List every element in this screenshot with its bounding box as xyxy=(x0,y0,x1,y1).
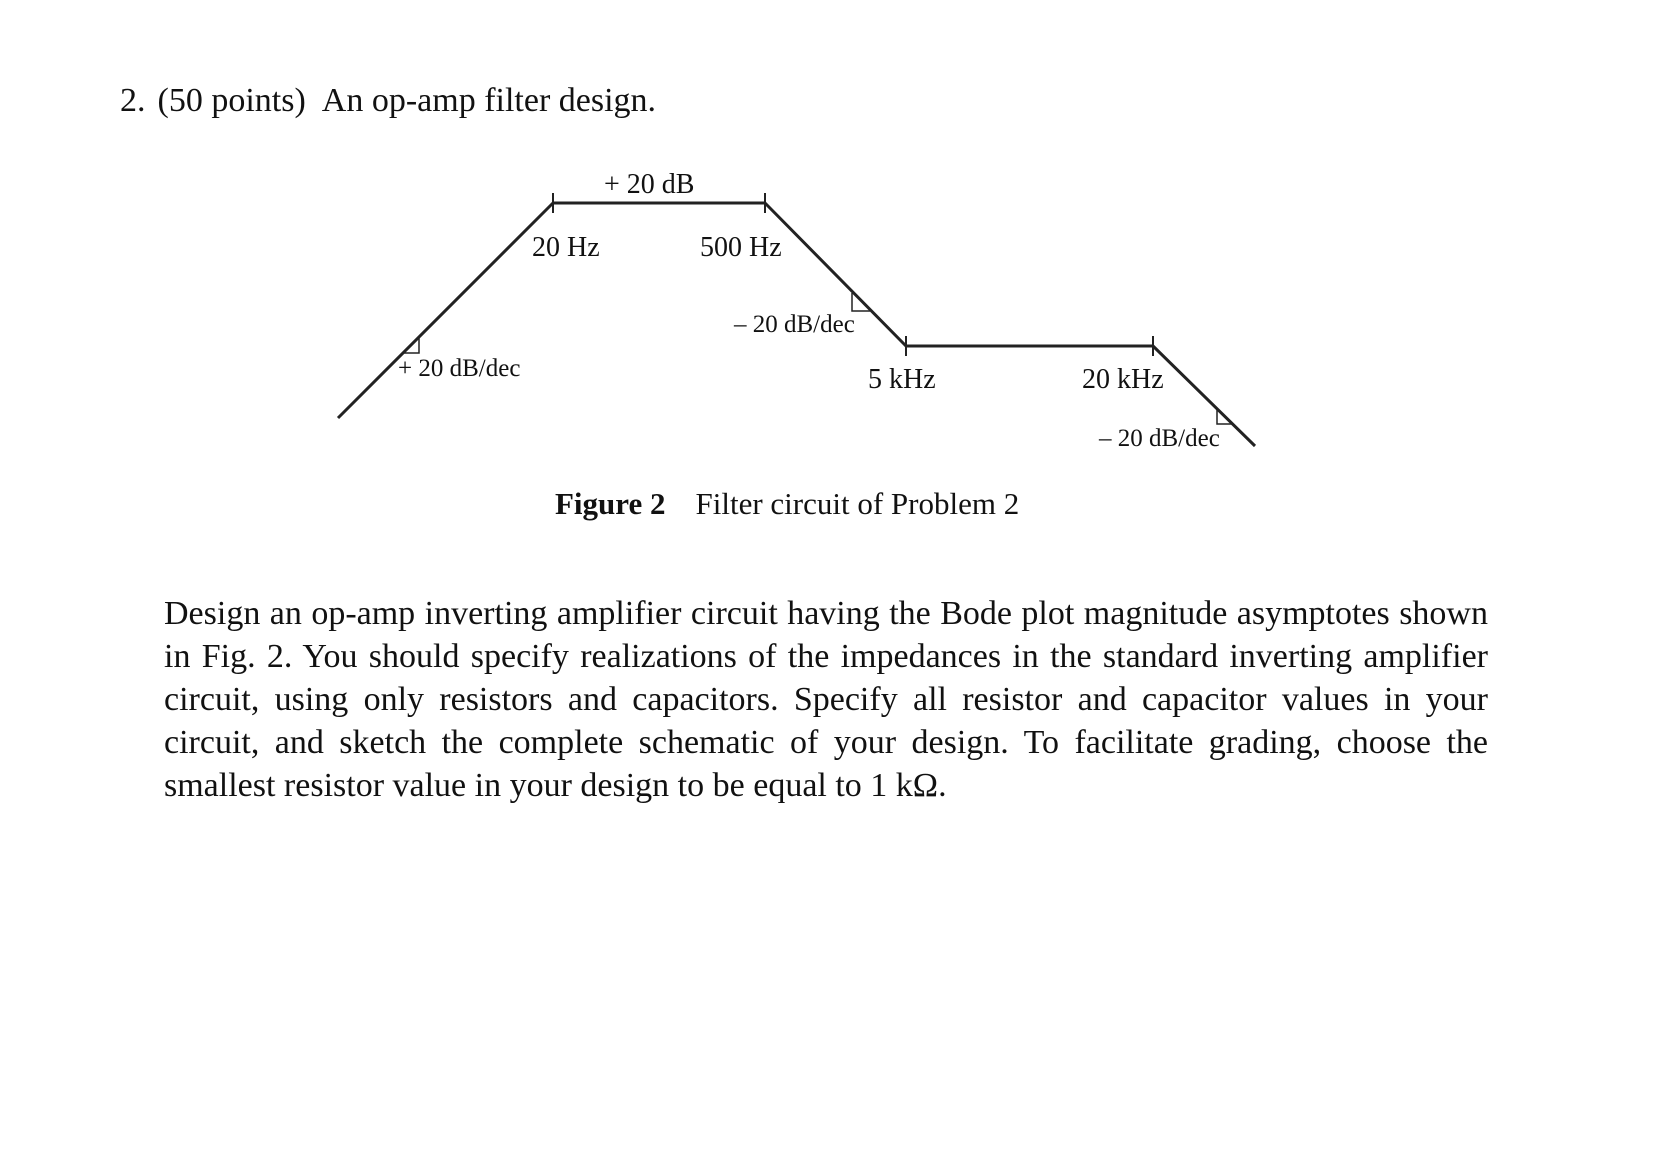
problem-title: An op-amp filter design. xyxy=(321,82,657,119)
corner-20hz-label: 20 Hz xyxy=(532,232,600,263)
problem-statement: Design an op-amp inverting amplifier circuit having the Bode plot magnitude asymptotes shown in Fig. 2. You should specify realizations of the impedances in the standard inverting amplifier circuit, using only resistors and capacitors. Specify all resistor and capacitor values in your circuit, and sketch the complete schematic of your design. To facilitate grading, choose the smallest resistor value in your design to be equal to 1 kΩ. xyxy=(164,595,1488,804)
bode-plot-figure xyxy=(0,0,1662,520)
problem-points: (50 points) xyxy=(157,82,306,119)
figure-label: Figure 2 xyxy=(555,486,666,521)
figure-caption-text: Filter circuit of Problem 2 xyxy=(695,486,1020,521)
figure-caption xyxy=(555,486,1019,522)
slope-falling-1-label: – 20 dB/dec xyxy=(734,311,855,338)
corner-500hz-label: 500 Hz xyxy=(700,232,782,263)
slope-rising-label: + 20 dB/dec xyxy=(398,355,521,382)
slope-falling-2-label: – 20 dB/dec xyxy=(1099,425,1220,452)
corner-20khz-label: 20 kHz xyxy=(1082,364,1164,395)
corner-5khz-label: 5 kHz xyxy=(868,364,936,395)
problem-number: 2. xyxy=(120,82,146,119)
passband-gain-label: + 20 dB xyxy=(604,169,695,200)
bode-plot-svg xyxy=(0,0,1662,520)
